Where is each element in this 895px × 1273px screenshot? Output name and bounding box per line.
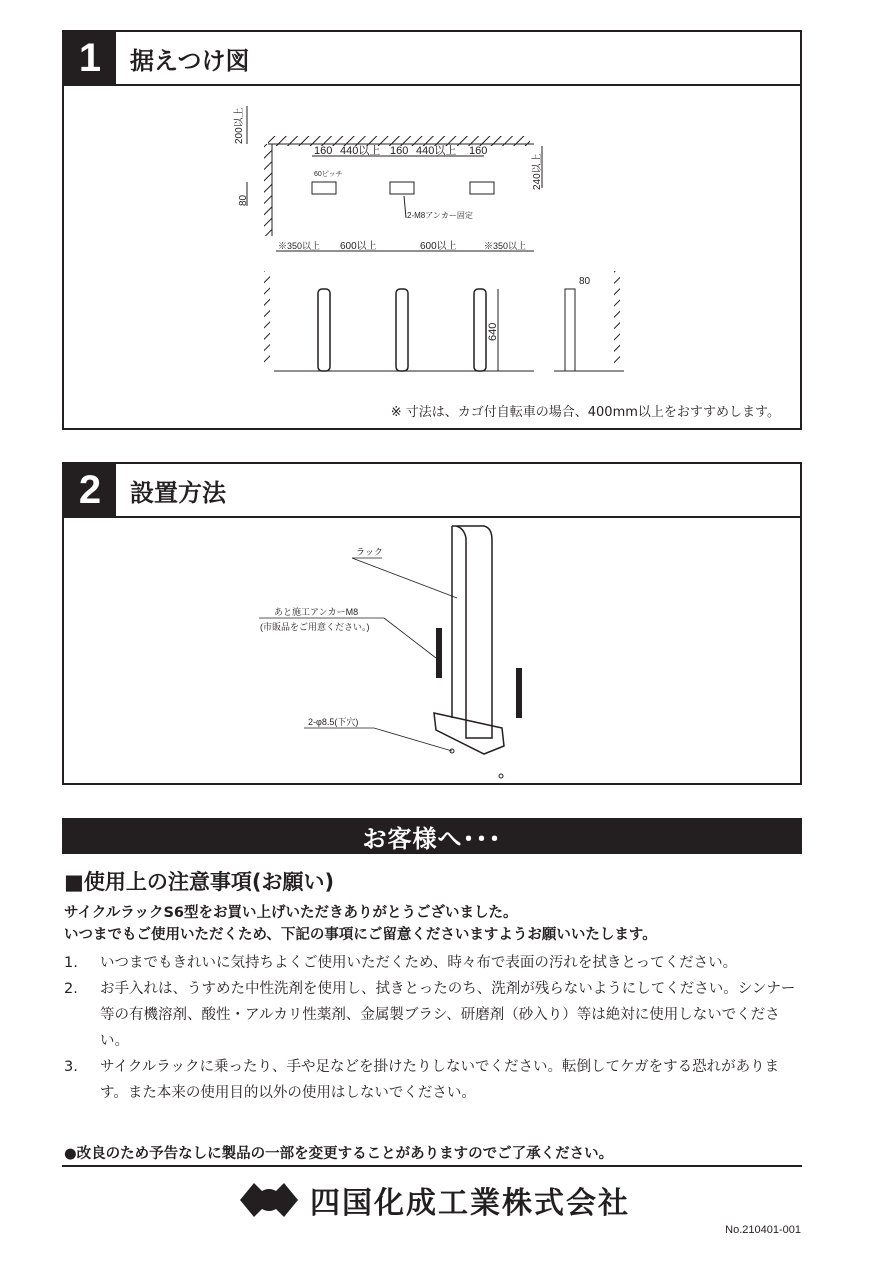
- svg-text:440以上: 440以上: [340, 145, 381, 157]
- section-installation-method: [62, 462, 802, 785]
- section-title: 設置方法: [130, 478, 226, 507]
- document-number: No.210401-001: [725, 1224, 801, 1236]
- section-header: [64, 464, 800, 518]
- svg-text:600以上: 600以上: [420, 241, 457, 252]
- svg-text:200以上: 200以上: [234, 107, 245, 144]
- notice-heading: ■使用上の注意事項(お願い): [64, 870, 335, 894]
- plan-elevation-drawing: [64, 86, 800, 430]
- company-mark-icon: [240, 1183, 298, 1217]
- notice-lead: [64, 902, 657, 946]
- svg-text:160: 160: [314, 145, 333, 157]
- list-item: 3. サイクルラックに乗ったり、手や足などを掛けたりしないでください。転倒してケガをする恐れがあります。また本来の使用目的以外の使用はしないでください。: [64, 1059, 780, 1101]
- section-number: 2: [64, 464, 116, 516]
- lead-line: サイクルラックS6型をお買い上げいただきありがとうございました。: [64, 905, 518, 921]
- divider: [62, 1165, 802, 1167]
- svg-text:ラック: ラック: [356, 547, 383, 557]
- customer-banner: お客様へ･･･: [62, 818, 802, 854]
- notice-list: [64, 950, 804, 1106]
- lead-line: いつまでもご使用いただくため、下記の事項にご留意くださいますようお願いいたします。: [64, 927, 657, 943]
- section-number: 1: [64, 32, 116, 84]
- svg-text:※350以上: ※350以上: [484, 241, 527, 251]
- company-name: 四国化成工業株式会社: [310, 1186, 630, 1221]
- installation-illustration: [64, 518, 800, 785]
- svg-text:600以上: 600以上: [340, 241, 377, 252]
- section-title: 据えつけ図: [130, 46, 250, 75]
- svg-text:240以上: 240以上: [532, 153, 543, 190]
- svg-text:640: 640: [487, 322, 499, 341]
- svg-text:60ピッチ: 60ピッチ: [314, 171, 343, 178]
- svg-text:160: 160: [390, 145, 409, 157]
- section-installation-diagram: [62, 30, 802, 430]
- svg-text:※350以上: ※350以上: [278, 241, 321, 251]
- rack-anchor-illustration: [64, 518, 800, 785]
- svg-text:2-φ8.5(下穴): 2-φ8.5(下穴): [308, 717, 359, 727]
- list-item: 2. お手入れは、うすめた中性洗剤を使用し、拭きとったのち、洗剤が残らないようにしてください。シンナー等の有機溶剤、酸性・アルカリ性薬剤、金属製ブラシ、研磨剤（砂入り）等は絶対に使用しないでください。: [64, 981, 796, 1049]
- dimension-note: ※ 寸法は、カゴ付自転車の場合、400mm以上をおすすめします。: [390, 405, 780, 420]
- section-header: [64, 32, 800, 86]
- svg-text:80: 80: [579, 276, 591, 287]
- change-notice: ●改良のため予告なしに製品の一部を変更することがありますのでご了承ください。: [64, 1146, 614, 1162]
- list-item: 1. いつまでもきれいに気持ちよくご使用いただくため、時々布で表面の汚れを拭きとってください。: [64, 955, 738, 971]
- company-logo: [240, 1178, 630, 1222]
- svg-text:160: 160: [469, 145, 488, 157]
- svg-text:440以上: 440以上: [416, 145, 457, 157]
- svg-text:あと施工アンカーM8: あと施工アンカーM8: [274, 607, 359, 617]
- svg-text:2-M8アンカー固定: 2-M8アンカー固定: [407, 211, 473, 220]
- svg-text:(市販品をご用意ください。): (市販品をご用意ください。): [260, 622, 370, 632]
- svg-text:80: 80: [238, 194, 249, 206]
- installation-diagram: [64, 86, 800, 430]
